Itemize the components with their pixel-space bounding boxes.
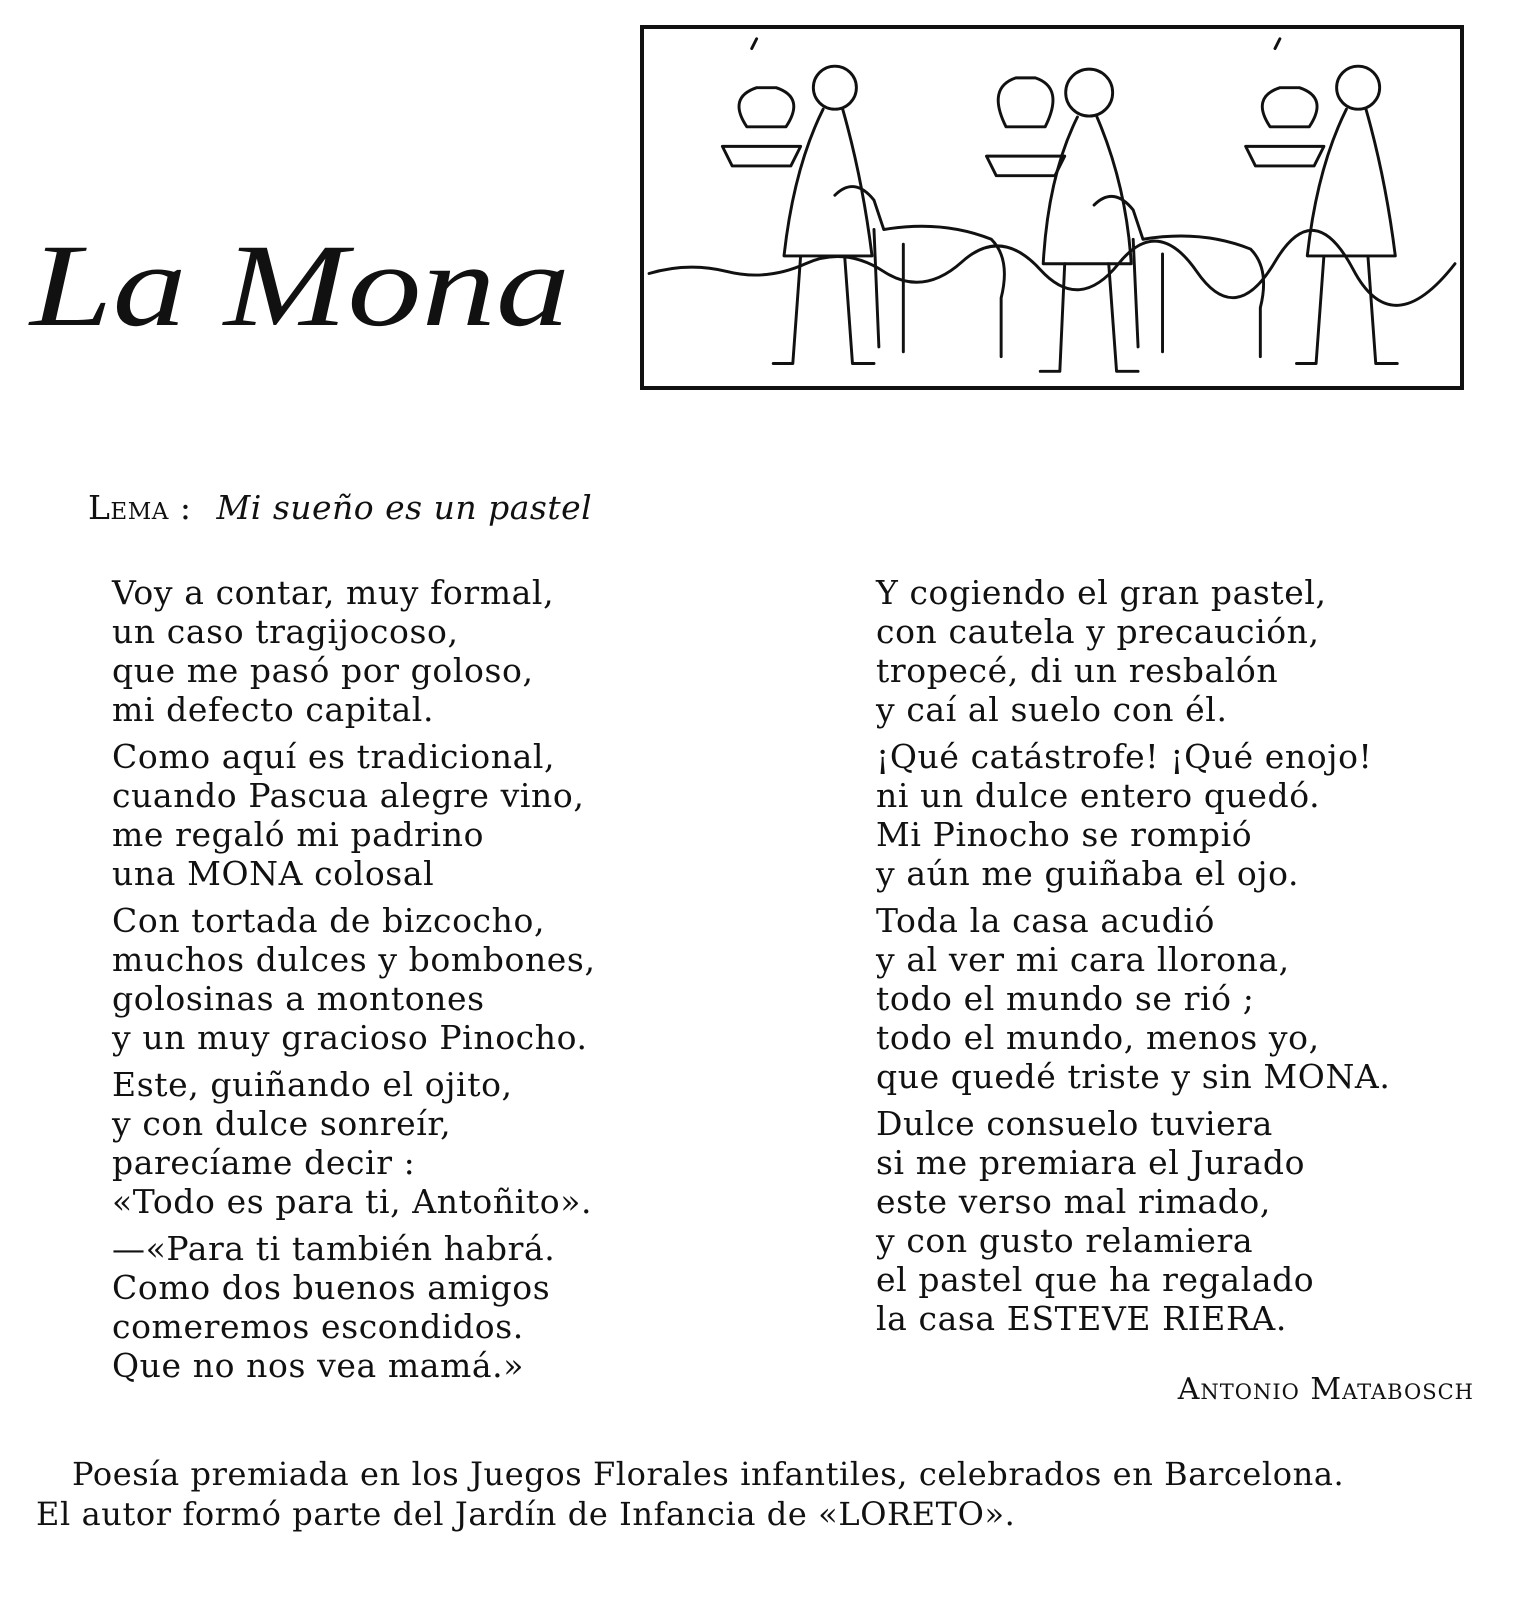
poem-line: cuando Pascua alegre vino, bbox=[112, 776, 585, 815]
poem-line: Este, guiñando el ojito, bbox=[112, 1065, 513, 1104]
poem-line: me regaló mi padrino bbox=[112, 815, 485, 854]
dog-figure-1 bbox=[835, 187, 1005, 357]
title-text: La Mona bbox=[27, 220, 571, 351]
poem-line: —«Para ti también habrá. bbox=[112, 1229, 556, 1268]
poem-line: Voy a contar, muy formal, bbox=[112, 573, 555, 612]
poem-line: el pastel que ha regalado bbox=[876, 1260, 1315, 1299]
footnote-line: El autor formó parte del Jardín de Infancia de «LORETO». bbox=[36, 1495, 1016, 1533]
poem-line: todo el mundo, menos yo, bbox=[876, 1018, 1320, 1057]
poem-line: Toda la casa acudió bbox=[876, 901, 1215, 940]
poem-line: que quedé triste y sin MONA. bbox=[876, 1057, 1391, 1096]
illustration bbox=[640, 25, 1464, 390]
poem-right-column bbox=[876, 573, 1390, 1346]
title-lettering bbox=[27, 220, 590, 365]
poem-line: comeremos escondidos. bbox=[112, 1307, 524, 1346]
dog-figure-2 bbox=[1094, 196, 1264, 356]
poem-stanza bbox=[876, 573, 1390, 729]
poem-line: Que no nos vea mamá.» bbox=[112, 1346, 525, 1385]
poem-line: y con gusto relamiera bbox=[876, 1221, 1254, 1260]
poem-stanza bbox=[876, 737, 1390, 893]
poem-line: una MONA colosal bbox=[112, 854, 435, 893]
child-figure-3 bbox=[1246, 39, 1398, 364]
poem-line: que me pasó por goloso, bbox=[112, 651, 534, 690]
poem-line: la casa ESTEVE RIERA. bbox=[876, 1299, 1287, 1338]
poem-stanza bbox=[112, 901, 596, 1057]
poem-line: y aún me guiñaba el ojo. bbox=[876, 854, 1300, 893]
poem-line: y caí al suelo con él. bbox=[876, 690, 1228, 729]
poem-line: tropecé, di un resbalón bbox=[876, 651, 1279, 690]
poem-stanza bbox=[876, 1104, 1390, 1338]
children-with-easter-cakes-and-dogs-icon bbox=[644, 29, 1460, 386]
poem-line: golosinas a montones bbox=[112, 979, 485, 1018]
poem-line: este verso mal rimado, bbox=[876, 1182, 1271, 1221]
poem-line: parecíame decir : bbox=[112, 1143, 416, 1182]
poem-line: y un muy gracioso Pinocho. bbox=[112, 1018, 588, 1057]
poem-line: «Todo es para ti, Antoñito». bbox=[112, 1182, 593, 1221]
poem-line: con cautela y precaución, bbox=[876, 612, 1320, 651]
author-signature: Antonio Matabosch bbox=[1177, 1372, 1474, 1407]
poem-stanza bbox=[112, 737, 596, 893]
lema bbox=[88, 488, 592, 527]
poem-line: si me premiara el Jurado bbox=[876, 1143, 1306, 1182]
poem-line: Como aquí es tradicional, bbox=[112, 737, 556, 776]
poem-line: ¡Qué catástrofe! ¡Qué enojo! bbox=[876, 737, 1373, 776]
poem-line: Mi Pinocho se rompió bbox=[876, 815, 1253, 854]
poem-stanza bbox=[112, 1065, 596, 1221]
footnote-line: Poesía premiada en los Juegos Florales infantiles, celebrados en Barcelona. bbox=[72, 1455, 1345, 1493]
poem-line: Dulce consuelo tuviera bbox=[876, 1104, 1273, 1143]
poem-line: un caso tragijocoso, bbox=[112, 612, 459, 651]
poem-left-column bbox=[112, 573, 596, 1393]
poem-line: Como dos buenos amigos bbox=[112, 1268, 551, 1307]
poem-line: Y cogiendo el gran pastel, bbox=[876, 573, 1327, 612]
poem-line: todo el mundo se rió ; bbox=[876, 979, 1255, 1018]
lema-label: Lema : bbox=[88, 488, 192, 527]
child-figure-2 bbox=[986, 69, 1138, 371]
page-title bbox=[27, 220, 590, 365]
poem-line: ni un dulce entero quedó. bbox=[876, 776, 1321, 815]
poem-line: y con dulce sonreír, bbox=[112, 1104, 452, 1143]
child-figure-1 bbox=[722, 39, 874, 364]
poem-stanza bbox=[112, 573, 596, 729]
poem-line: muchos dulces y bombones, bbox=[112, 940, 596, 979]
poem-stanza bbox=[876, 901, 1390, 1096]
poem-line: y al ver mi cara llorona, bbox=[876, 940, 1290, 979]
poem-stanza bbox=[112, 1229, 596, 1385]
footnote bbox=[36, 1454, 1344, 1534]
poem-line: mi defecto capital. bbox=[112, 690, 435, 729]
lema-motto: Mi sueño es un pastel bbox=[216, 488, 593, 527]
poem-line: Con tortada de bizcocho, bbox=[112, 901, 546, 940]
